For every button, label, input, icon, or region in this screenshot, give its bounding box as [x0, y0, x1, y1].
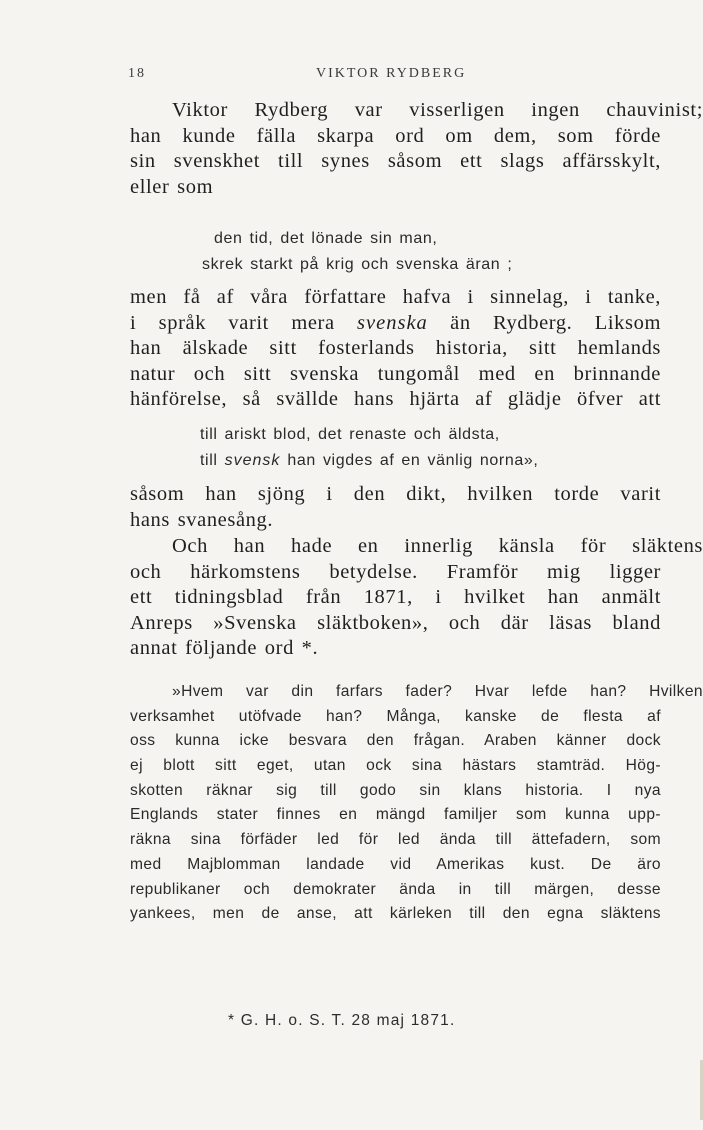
text-line: hans svanesång.: [130, 508, 274, 531]
verse-line: skrek starkt på krig och svenska äran ;: [202, 255, 513, 273]
text-line-with-emphasis: [130, 311, 661, 337]
text-line: men få af våra författare hafva i sinnelag, i tanke,: [130, 286, 661, 308]
quote-line: »Hvem var din farfars fader? Hvar lefde han? Hvilken: [172, 683, 703, 700]
text-line: Och han hade en innerlig känsla för släktens: [172, 535, 703, 557]
page-number: 18: [128, 66, 146, 81]
text-line: Anreps »Svenska släktboken», och där läsas bland: [130, 611, 661, 634]
paragraph-4: [130, 534, 703, 662]
page-header: [128, 66, 568, 86]
quote-line: oss kunna icke besvara den frågan. Araben känner dock: [130, 732, 661, 750]
quote-line: Englands stater finnes en mängd familjer som kunna upp-: [130, 806, 661, 824]
text-run: än Rydberg. Liksom: [427, 311, 661, 334]
quote-line: yankees, men de anse, att kärleken till den egna släktens: [130, 905, 661, 923]
verse-line-with-emphasis: [200, 448, 703, 474]
text-line: han kunde fälla skarpa ord om dem, som förde: [130, 124, 661, 147]
text-line: hänförelse, så svällde hans hjärta af glädje öfver att: [130, 388, 661, 410]
quote-line: republikaner och demokrater ända in till märgen, desse: [130, 880, 661, 898]
paragraph-3: [130, 482, 670, 533]
text-run: han vigdes af en vänlig norna»,: [280, 451, 539, 469]
text-line: och härkomstens betydelse. Framför mig ligger: [130, 560, 661, 583]
text-run: till: [200, 451, 225, 469]
running-title: VIKTOR RYDBERG: [316, 66, 467, 81]
verse-quote-2: [200, 422, 703, 473]
text-line: Viktor Rydberg var visserligen ingen chauvinist;: [172, 99, 703, 121]
verse-line: den tid, det lönade sin man,: [214, 230, 438, 247]
verse-line: till ariskt blod, det renaste och äldsta,: [200, 426, 500, 443]
text-line: natur och sitt svenska tungomål med en brinnande: [130, 362, 661, 385]
paragraph-1: [130, 98, 703, 200]
text-line: annat följande ord *.: [130, 637, 319, 659]
text-line: sin svenskhet till synes såsom ett slags affärsskylt,: [130, 150, 661, 172]
quote-line: med Majblomman landade vid Amerikas kust. De äro: [130, 855, 661, 873]
quote-line: verksamhet utöfvade han? Många, kanske de flesta af: [130, 707, 661, 725]
emphasis-word: svensk: [224, 451, 281, 469]
footnote: * G. H. o. S. T. 28 maj 1871.: [228, 1012, 456, 1029]
text-line: ett tidningsblad från 1871, i hvilket han anmält: [130, 586, 661, 608]
paragraph-2: [130, 285, 670, 413]
verse-quote-1: [202, 226, 703, 277]
block-quote: [130, 680, 703, 927]
quote-line: skotten räknar sig till godo sin klans historia. I nya: [130, 781, 661, 799]
text-line: han älskade sitt fosterlands historia, sitt hemlands: [130, 337, 661, 359]
text-run: i språk varit mera: [130, 311, 358, 334]
quote-line: ej blott sitt eget, utan ock sina hästars stamträd. Hög-: [130, 757, 661, 775]
text-line: såsom han sjöng i den dikt, hvilken torde varit: [130, 483, 661, 505]
quote-line: räkna sina förfäder led för led ända till ättefadern, som: [130, 831, 661, 849]
text-line: eller som: [130, 175, 214, 198]
emphasis-word: svenska: [357, 311, 428, 334]
